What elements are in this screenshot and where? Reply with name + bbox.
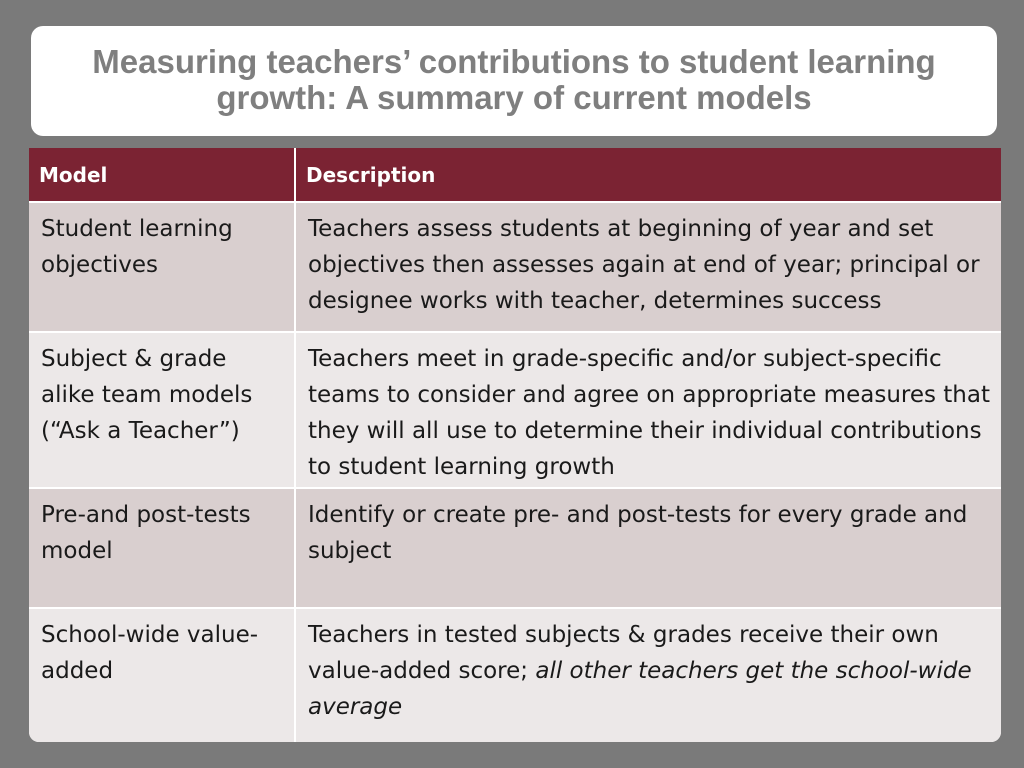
title-box bbox=[31, 26, 997, 136]
cell-model: Subject & grade alike team models (“Ask a Teacher”) bbox=[29, 332, 295, 488]
table-row bbox=[29, 608, 1001, 742]
description-text: Identify or create pre- and post-tests for every grade and subject bbox=[308, 502, 968, 564]
table-row bbox=[29, 332, 1001, 488]
cell-model: Pre-and post-tests model bbox=[29, 488, 295, 608]
cell-description bbox=[295, 202, 1001, 332]
cell-model: Student learning objectives bbox=[29, 202, 295, 332]
slide-title-line2: growth: A summary of current models bbox=[216, 79, 812, 116]
description-text: Teachers assess students at beginning of year and set objectives then assesses again at end of year; principal or designee works with teacher, determines success bbox=[308, 216, 980, 314]
slide-title bbox=[92, 44, 935, 116]
table-header-row bbox=[29, 148, 1001, 202]
models-table-container bbox=[29, 148, 1001, 742]
header-model: Model bbox=[29, 148, 295, 202]
slide-title-line1: Measuring teachers’ contributions to student learning bbox=[92, 43, 936, 80]
cell-model: School-wide value-added bbox=[29, 608, 295, 742]
cell-description bbox=[295, 608, 1001, 742]
description-italic-text: all other teachers get the school-wide average bbox=[308, 658, 972, 720]
cell-description bbox=[295, 488, 1001, 608]
table-row bbox=[29, 488, 1001, 608]
description-text: Teachers in tested subjects & grades receive their own value-added score; bbox=[308, 622, 939, 684]
table-row bbox=[29, 202, 1001, 332]
models-table bbox=[29, 148, 1001, 742]
header-description: Description bbox=[295, 148, 1001, 202]
description-text: Teachers meet in grade-specific and/or subject-specific teams to consider and agree on appropriate measures that they will all use to determine their individual contributions to student learning growth bbox=[308, 346, 990, 480]
cell-description bbox=[295, 332, 1001, 488]
